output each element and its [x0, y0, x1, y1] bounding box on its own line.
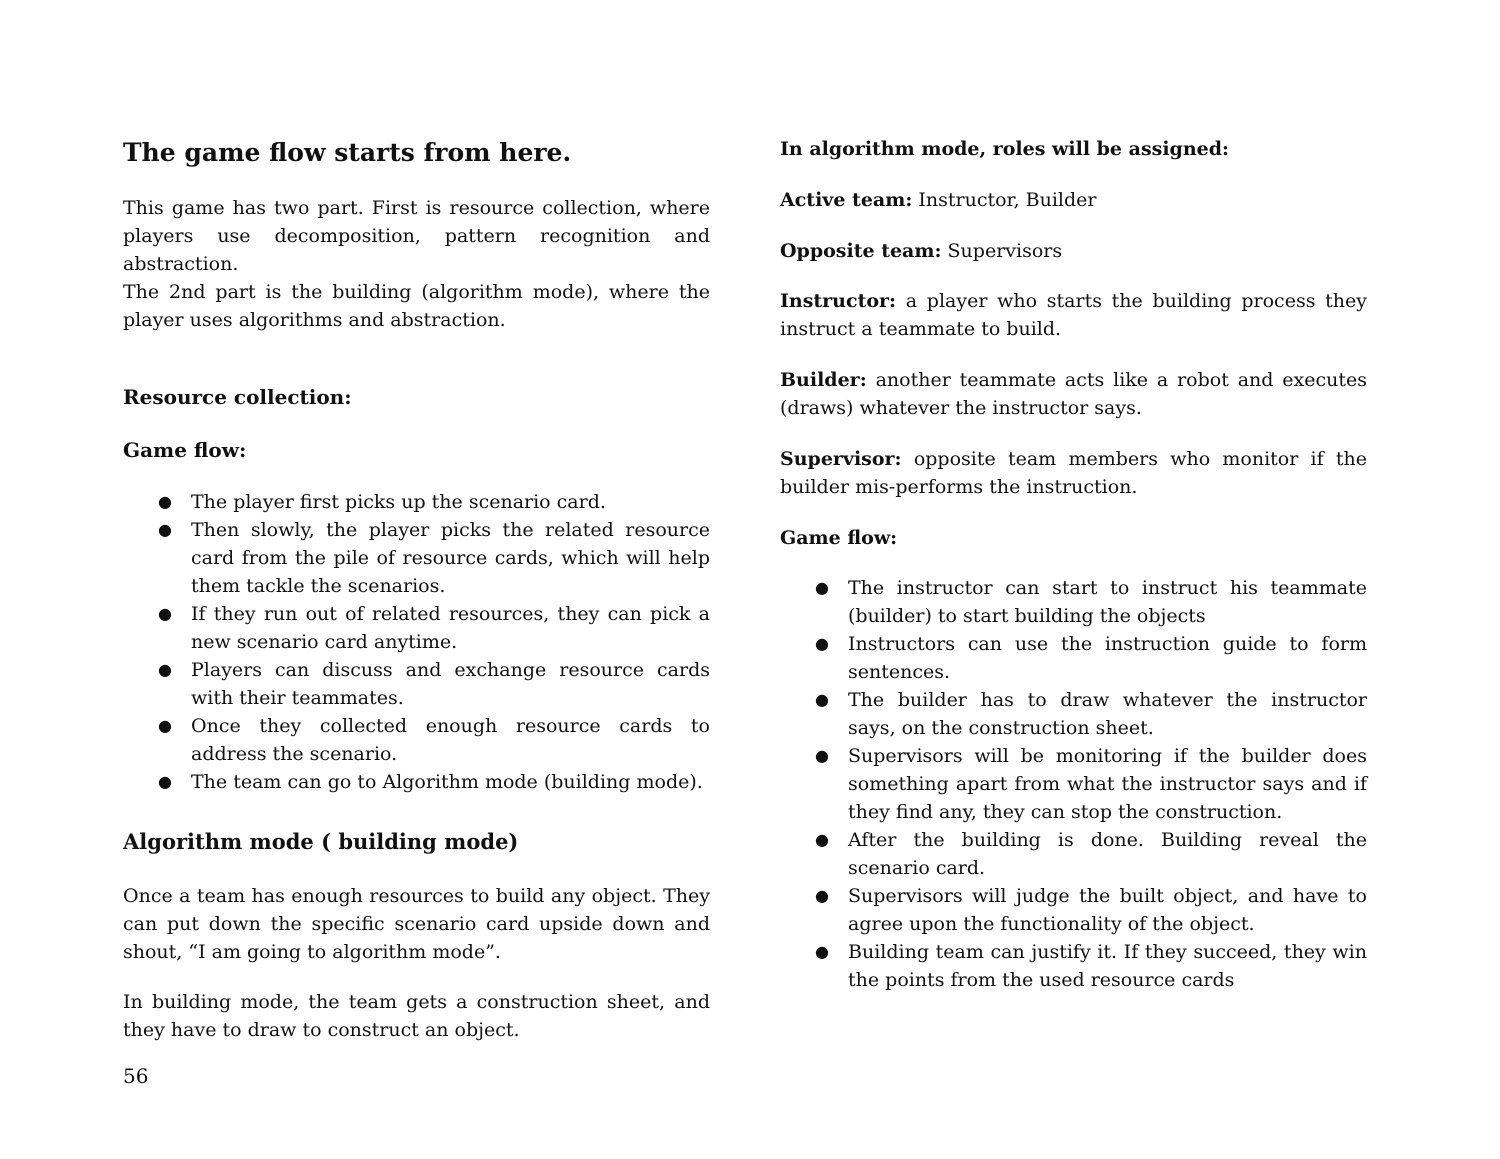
algorithm-mode-heading: Algorithm mode ( building mode)	[123, 829, 519, 854]
algorithm-mode-paragraph: Once a team has enough resources to build any object. They can put down the specific scenario card upside down and shout, “I am going to algorithm mode”.	[123, 885, 710, 963]
supervisor-label: Supervisor:	[780, 448, 902, 470]
bullet-icon: ●	[158, 716, 172, 735]
instructor-definition	[780, 287, 1367, 343]
list-item: ● If they run out of related resources, they can pick a new scenario card anytime.	[123, 600, 710, 656]
list-item: ● The team can go to Algorithm mode (building mode).	[123, 768, 710, 796]
bullet-icon: ●	[815, 886, 829, 905]
list-item: ● The player first picks up the scenario card.	[123, 488, 710, 516]
bullet-icon: ●	[815, 830, 829, 849]
instructor-text: a player who starts the building process they instruct a teammate to build.	[780, 290, 1367, 340]
list-item: ● Supervisors will be monitoring if the builder does something apart from what the instructor says and if they find any, they can stop the construction.	[780, 742, 1367, 826]
bullet-icon: ●	[158, 660, 172, 679]
resource-collection-heading: Resource collection:	[123, 385, 352, 409]
bullet-icon: ●	[815, 690, 829, 709]
supervisor-definition	[780, 445, 1367, 501]
intro-paragraph: This game has two part. First is resource collection, where players use decomposition, pattern recognition and abstraction.	[123, 197, 710, 275]
builder-definition	[780, 366, 1367, 422]
builder-label: Builder:	[780, 369, 867, 391]
list-item: ● Supervisors will judge the built object, and have to agree upon the functionality of the object.	[780, 882, 1367, 938]
bullet-icon: ●	[158, 492, 172, 511]
algorithm-flow-list	[780, 574, 1367, 994]
opposite-team-line	[780, 237, 1062, 265]
intro-paragraph-2: The 2nd part is the building (algorithm mode), where the player uses algorithms and abstraction.	[123, 281, 710, 331]
opposite-team-value: Supervisors	[947, 240, 1063, 262]
bullet-icon: ●	[815, 942, 829, 961]
supervisor-text: opposite team members who monitor if the builder mis-performs the instruction.	[780, 448, 1367, 498]
list-item: ● Then slowly, the player picks the related resource card from the pile of resource cards, which will help them tackle the scenarios.	[123, 516, 710, 600]
list-item: ● Players can discuss and exchange resource cards with their teammates.	[123, 656, 710, 712]
bullet-icon: ●	[158, 604, 172, 623]
building-mode-paragraph: In building mode, the team gets a construction sheet, and they have to draw to construct an object.	[123, 991, 710, 1041]
game-flow-heading-left: Game flow:	[123, 438, 247, 462]
active-team-line	[780, 186, 1096, 214]
roles-heading: In algorithm mode, roles will be assigned:	[780, 138, 1230, 160]
bullet-icon: ●	[158, 772, 172, 791]
list-item: ● The instructor can start to instruct his teammate (builder) to start building the objects	[780, 574, 1367, 630]
instructor-label: Instructor:	[780, 290, 897, 312]
list-item: ● The builder has to draw whatever the instructor says, on the construction sheet.	[780, 686, 1367, 742]
list-item: ● Instructors can use the instruction guide to form sentences.	[780, 630, 1367, 686]
list-item: ● Building team can justify it. If they succeed, they win the points from the used resource cards	[780, 938, 1367, 994]
bullet-icon: ●	[815, 578, 829, 597]
resource-flow-list	[123, 488, 710, 796]
page-number: 56	[123, 1064, 149, 1088]
list-item: ● After the building is done. Building reveal the scenario card.	[780, 826, 1367, 882]
bullet-icon: ●	[815, 634, 829, 653]
page-title: The game flow starts from here.	[123, 138, 572, 167]
game-flow-heading-right: Game flow:	[780, 527, 898, 549]
active-team-value: Instructor, Builder	[918, 189, 1097, 211]
bullet-icon: ●	[158, 520, 172, 539]
intro-block	[123, 194, 710, 334]
builder-text: another teammate acts like a robot and executes (draws) whatever the instructor says.	[780, 369, 1367, 419]
bullet-icon: ●	[815, 746, 829, 765]
active-team-label: Active team:	[780, 189, 913, 211]
opposite-team-label: Opposite team:	[780, 240, 942, 262]
list-item: ● Once they collected enough resource cards to address the scenario.	[123, 712, 710, 768]
